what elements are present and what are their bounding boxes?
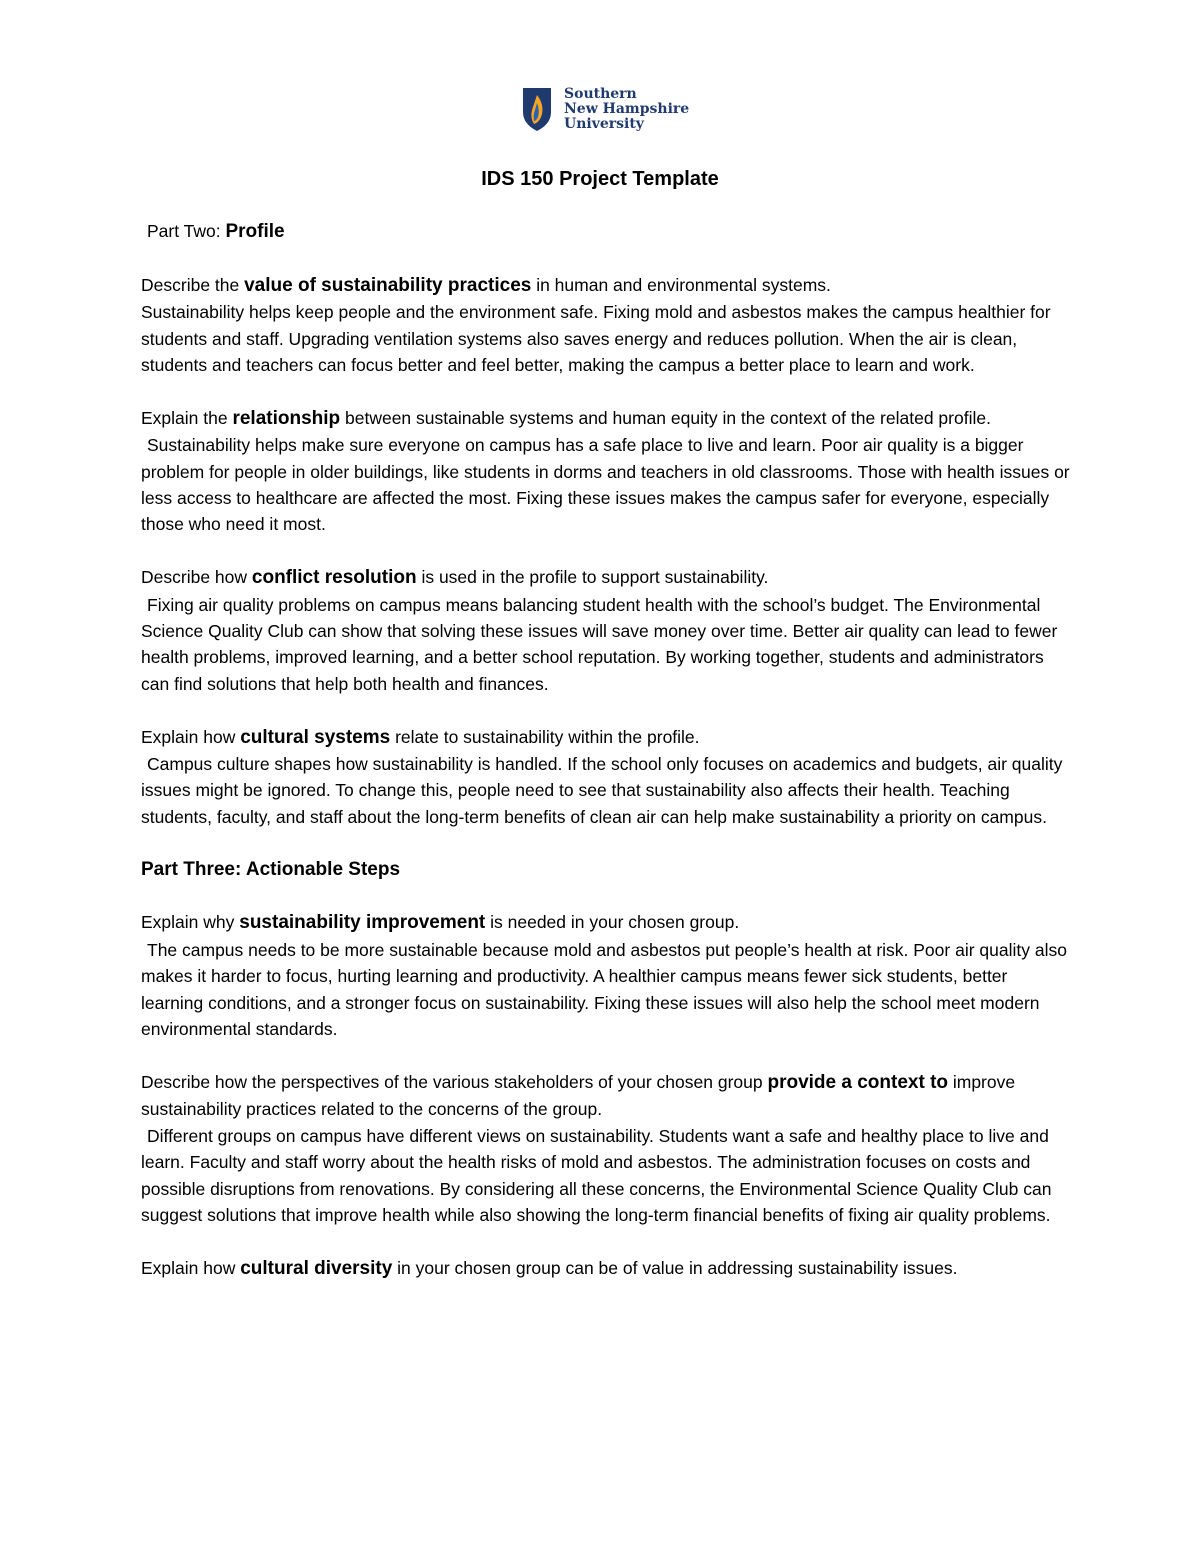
question-text: relate to sustainability within the profile. bbox=[390, 726, 700, 747]
part-two-prefix: Part Two: bbox=[147, 221, 226, 241]
question-keyword: sustainability improvement bbox=[239, 912, 486, 934]
question-text: in human and environmental systems. bbox=[531, 274, 831, 295]
question-keyword: conflict resolution bbox=[251, 567, 417, 589]
logo-line: University bbox=[564, 115, 644, 132]
university-logo bbox=[522, 84, 692, 134]
document-title: IDS 150 Project Template bbox=[481, 168, 719, 190]
answer-value-of-sustainability: Sustainability helps keep people and the environment safe. Fixing mold and asbestos makes the campus healthier for students and staff. Upgrading ventilation systems also saves energy and reduces pollution. When the air is clean, students and teachers can focus better and feel better, making the campus a better place to learn and work. bbox=[141, 302, 1051, 376]
part-two-heading bbox=[141, 218, 1071, 245]
question-relationship bbox=[141, 405, 1071, 432]
question-sustainability-improvement bbox=[141, 909, 1071, 936]
question-text: in your chosen group can be of value in addressing sustainability issues. bbox=[392, 1257, 958, 1278]
answer-stakeholder-perspectives: Different groups on campus have different views on sustainability. Students want a safe and healthy place to live and learn. Faculty and staff worry about the health risks of mold and asbestos. The administration focuses on costs and possible disruptions from renovations. By considering all these concerns, the Environmental Science Quality Club can suggest solutions that improve health while also showing the long-term financial benefits of fixing air quality problems. bbox=[141, 1125, 1052, 1225]
logo-line: Southern bbox=[564, 85, 637, 102]
question-keyword: provide a context to bbox=[767, 1071, 948, 1093]
logo-wordmark bbox=[564, 87, 689, 132]
part-two-label: Profile bbox=[225, 221, 285, 242]
question-text: is needed in your chosen group. bbox=[485, 912, 740, 933]
question-keyword: relationship bbox=[232, 407, 341, 429]
question-keyword: cultural systems bbox=[240, 726, 391, 748]
question-value-of-sustainability bbox=[141, 272, 1071, 299]
question-text: between sustainable systems and human equity in the context of the related profile. bbox=[340, 407, 991, 428]
answer-conflict-resolution: Fixing air quality problems on campus means balancing student health with the school’s budget. The Environmental Science Quality Club can show that solving these issues will save money over time. Better air quality can lead to fewer health problems, improved learning, and a better school reputation. By working together, students and administrators can find solutions that help both health and finances. bbox=[141, 594, 1058, 694]
question-cultural-systems bbox=[141, 724, 1071, 751]
document-body bbox=[141, 218, 1071, 1282]
answer-relationship: Sustainability helps make sure everyone on campus has a safe place to live and learn. Poor air quality is a bigger problem for people in older buildings, like students in dorms and teachers in old classrooms. Those with health issues or less access to healthcare are affected the most. Fixing these issues makes the campus safer for everyone, especially those who need it most. bbox=[141, 435, 1070, 535]
question-text: Describe how bbox=[141, 567, 252, 588]
question-cultural-diversity bbox=[141, 1255, 1071, 1282]
question-text: improve sustainability practices related to the concerns of the group. bbox=[141, 1071, 1016, 1120]
question-text: Explain how bbox=[141, 1257, 241, 1278]
part-three-heading: Part Three: Actionable Steps bbox=[141, 858, 401, 880]
logo-line: New Hampshire bbox=[564, 100, 690, 117]
question-text: Describe the bbox=[141, 274, 245, 295]
question-conflict-resolution bbox=[141, 564, 1071, 591]
shield-flame-icon bbox=[522, 86, 552, 132]
question-keyword: value of sustainability practices bbox=[244, 274, 532, 296]
question-stakeholder-perspectives bbox=[141, 1069, 1071, 1123]
answer-sustainability-improvement: The campus needs to be more sustainable because mold and asbestos put people’s health at risk. Poor air quality also makes it harder to focus, hurting learning and productivity. A healthier campus means fewer sick students, better learning conditions, and a stronger focus on sustainability. Fixing these issues will also help the school meet modern environmental standards. bbox=[141, 939, 1067, 1040]
answer-cultural-systems: Campus culture shapes how sustainability is handled. If the school only focuses on academics and budgets, air quality issues might be ignored. To change this, people need to see that sustainability also affects their health. Teaching students, faculty, and staff about the long-term benefits of clean air can help make sustainability a priority on campus. bbox=[141, 754, 1063, 827]
question-text: Explain the bbox=[141, 407, 233, 428]
question-text: is used in the profile to support sustainability. bbox=[416, 567, 769, 588]
question-text: Describe how the perspectives of the various stakeholders of your chosen group bbox=[141, 1071, 768, 1092]
question-keyword: cultural diversity bbox=[240, 1257, 393, 1279]
question-text: Explain why bbox=[141, 912, 240, 933]
question-text: Explain how bbox=[141, 726, 241, 747]
